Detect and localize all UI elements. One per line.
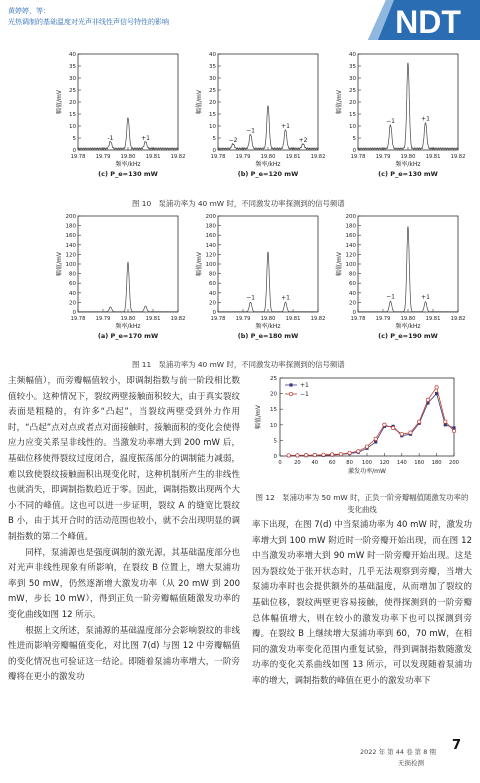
sideband-label: +1 [281,122,290,130]
fig11-caption: 图 11 泵浦功率为 40 mW 时，不同激发功率探测到的信号频谱 [132,360,345,369]
header-authors: 黄婷婷，等： [8,7,50,15]
x-tick-label: 19.79 [235,154,251,160]
x-tick-label: 19.81 [145,154,161,160]
legend-label: +1 [300,382,309,389]
data-point [313,453,316,456]
x-tick-label: 19.78 [210,154,226,160]
x-tick-label: 19.82 [310,154,326,160]
spectrum-line [78,118,178,149]
sideband-label: +1 [141,134,150,142]
spectrum-line [78,262,178,312]
y-tick-label: 30 [69,76,76,82]
data-point [304,453,307,456]
sideband-label: −1 [386,293,395,301]
y-tick-label: 30 [209,76,216,82]
y-tick-label: 60 [69,281,76,288]
sideband-label: +1 [281,294,290,302]
y-tick-label: 20 [69,300,76,307]
y-tick-label: 0 [352,310,356,316]
data-point [418,420,421,423]
y-tick-label: 5 [352,136,356,142]
x-tick-label: 19.78 [350,316,366,322]
y-tick-label: 160 [65,233,76,240]
figure-11 [56,212,476,356]
data-point [365,445,368,448]
y-tick-label: 40 [209,52,216,58]
y-tick-label: 180 [345,223,356,230]
y-tick-label: 25 [69,88,76,94]
spectrum-panel [56,52,185,178]
y-tick-label: 15 [69,112,76,118]
y-tick-label: 0 [212,148,216,154]
panel-label: (c) P_e=190 mW [378,332,438,340]
x-tick-label: 19.79 [375,154,391,160]
spectrum-line [358,63,458,150]
x-tick-label: 19.82 [450,316,466,322]
y-tick-label: 35 [69,64,76,70]
logo-text: NDT [395,4,461,40]
y-tick-label: 20 [69,100,76,106]
y-tick-label: 20 [209,100,216,106]
x-tick-label: 19.78 [70,154,86,160]
page-number: 7 [452,738,462,753]
y-tick-label: 15 [349,112,356,118]
x-tick-label: 19.80 [400,154,416,160]
sideband-label: -1 [107,134,114,142]
y-tick-label: 0 [72,310,76,316]
y-axis-label: 幅值/mV [196,252,203,276]
sideband-label: −1 [246,294,255,302]
y-tick-label: 25 [349,88,356,94]
y-tick-label: 40 [209,290,216,297]
spectrum-panel [56,214,185,340]
data-point [400,432,403,435]
y-tick-label: 5 [72,136,76,142]
y-tick-label: 5 [273,438,277,445]
panel-frame [218,216,318,312]
data-point [357,450,360,453]
data-point [452,429,455,432]
x-tick-label: 19.81 [145,316,161,322]
legend-marker [289,383,292,386]
y-tick-label: 200 [345,214,356,220]
y-tick-label: 140 [65,242,76,249]
figure-10 [56,50,476,194]
y-tick-label: 180 [205,223,216,230]
x-tick-label: 0 [278,460,282,466]
x-tick-label: 19.79 [95,154,111,160]
panel-label: (b) P_e=120 mW [237,170,299,178]
x-tick-label: 180 [431,460,442,466]
legend-marker [289,392,292,395]
data-point [339,452,342,455]
fig10-caption: 图 10 泵浦功率为 40 mW 时，不同激发功率探测到的信号频谱 [132,199,345,208]
x-tick-label: 19.78 [70,316,86,322]
x-tick-label: 19.78 [350,154,366,160]
sideband-label: +2 [298,137,308,145]
y-axis-label: 幅值/mV [56,252,63,276]
spectrum-line [218,252,318,312]
y-tick-label: 80 [209,271,216,278]
y-tick-label: 120 [65,252,76,259]
y-tick-label: 100 [205,262,216,268]
y-tick-label: 10 [270,422,277,429]
y-tick-label: 40 [349,52,356,58]
y-tick-label: 200 [205,214,216,220]
data-point [374,437,377,440]
y-tick-label: 25 [270,376,277,382]
panel-label: (c) P_e=130 mW [98,170,158,178]
sideband-label: −1 [246,127,255,135]
y-axis-label: 幅值/mV [56,90,63,114]
right-column-text: 率下出现，在图 7(d) 中当泵浦功率为 40 mW 时，激发功率增大到 100 mW 附近时一阶旁瓣开始出现，而在图 12 中当激发功率增大到 90 mW 时一阶旁瓣开始出现。这是因为裂纹处于张开状态时，几乎无法观察到旁瓣，当增大泵浦功率时也会提供额外的基础温度，从而增加了裂纹的基础位移，裂纹两壁更容易接触，使得探测到的一阶旁瓣总体幅值增大，则在较小的激发功率下也可以探测到旁瓣。在裂纹 B 上继续增大泵浦功率到 60，70 mW，在相同的激发功率变化范围内重复试验，得到调制指数随激发功率的变化关系曲线如图 13 所示，可以发现随着泵浦功率的增大，调制指数的峰值在更小的激发功率下 [252,520,475,686]
x-tick-label: 19.82 [310,316,326,322]
legend-label: −1 [300,391,309,398]
y-axis-label: 幅值/mV [255,405,262,429]
x-tick-label: 19.80 [260,154,276,160]
y-tick-label: 100 [345,262,356,268]
panel-frame [218,54,318,150]
x-tick-label: 140 [396,460,407,466]
x-axis-label: 频率/kHz [255,161,281,168]
y-axis-label: 幅值/mV [336,252,343,276]
plot-frame [280,378,454,456]
data-point [348,451,351,454]
data-point [391,426,394,429]
y-tick-label: 100 [65,262,76,268]
x-tick-label: 19.80 [260,316,276,322]
x-tick-label: 19.80 [120,316,136,322]
x-axis-label: 频率/kHz [115,161,141,168]
y-tick-label: 80 [69,271,76,278]
x-axis-label: 激发功率/mW [348,468,386,475]
y-tick-label: 0 [352,148,356,154]
x-tick-label: 200 [449,460,459,466]
panel-label: (a) P_e=170 mW [97,332,159,340]
y-tick-label: 20 [349,300,356,307]
y-tick-label: 60 [349,281,356,288]
x-axis-label: 频率/kHz [395,161,421,168]
data-point [296,454,299,457]
data-point [383,423,386,426]
x-tick-label: 19.80 [400,316,416,322]
spectrum-line [358,226,458,312]
y-axis-label: 幅值/mV [336,90,343,114]
sideband-label: +1 [421,115,430,123]
x-axis-label: 频率/kHz [115,323,141,330]
y-tick-label: 140 [345,242,356,249]
y-tick-label: 160 [345,233,356,240]
x-tick-label: 19.81 [285,316,301,322]
y-axis-label: 幅值/mV [196,90,203,114]
y-tick-label: 30 [349,76,356,82]
data-point [331,453,334,456]
x-axis-label: 频率/kHz [395,323,421,330]
y-tick-label: 15 [209,112,216,118]
x-tick-label: 19.80 [120,154,136,160]
header-running-title: 光热调制的基础温度对光声非线性声信号特性的影响 [8,18,169,26]
figure-12-chart [250,374,470,486]
y-tick-label: 10 [209,124,216,130]
y-tick-label: 0 [212,310,216,316]
panel-label: (b) P_e=180 mW [237,332,299,340]
y-tick-label: 180 [65,223,76,230]
spectrum-panel [195,214,325,340]
y-tick-label: 35 [349,64,356,70]
y-tick-label: 20 [349,100,356,106]
spectrum-panel [335,214,465,340]
x-tick-label: 19.81 [285,154,301,160]
x-tick-label: 19.81 [425,316,441,322]
fig12-caption: 图 12 泵浦功率为 50 mW 时，正负一阶旁瓣幅值随激发功率的变化曲线 [255,493,469,514]
y-tick-label: 35 [209,64,216,70]
x-tick-label: 19.82 [170,154,186,160]
x-tick-label: 160 [414,460,425,466]
y-tick-label: 10 [349,124,356,130]
y-tick-label: 120 [345,252,356,259]
x-tick-label: 19.79 [235,316,251,322]
data-point [287,454,290,457]
journal-logo [368,0,480,40]
y-tick-label: 0 [72,148,76,154]
y-tick-label: 40 [349,290,356,297]
y-tick-label: 80 [349,271,356,278]
panel-label: (c) P_e=130 mW [378,170,438,178]
sideband-label: +1 [421,293,430,301]
y-tick-label: 140 [205,242,216,249]
panel-frame [78,54,178,150]
x-axis-label: 频率/kHz [255,323,281,330]
data-point [322,453,325,456]
footer-journal: 2022 年 第 44 卷 第 8 期 [360,748,436,756]
footer-journal-name: 无损检测 [398,759,424,767]
y-tick-label: 10 [69,124,76,130]
y-tick-label: 20 [270,391,277,398]
y-tick-label: 40 [69,290,76,297]
data-point [409,431,412,434]
x-tick-label: 20 [294,460,301,466]
data-point [426,398,429,401]
data-point [435,386,438,389]
x-tick-label: 19.81 [425,154,441,160]
x-tick-label: 40 [311,460,319,466]
x-tick-label: 19.79 [95,316,111,322]
x-tick-label: 60 [328,460,336,466]
spectrum-panel [195,52,325,178]
x-tick-label: 19.79 [375,316,391,322]
x-tick-label: 19.82 [450,154,466,160]
spectrum-panel [335,52,465,178]
y-tick-label: 25 [209,88,216,94]
y-tick-label: 5 [212,136,216,142]
x-tick-label: 80 [346,460,353,466]
y-tick-label: 200 [65,214,76,220]
data-point [444,420,447,423]
y-tick-label: 120 [205,252,216,259]
y-tick-label: 40 [69,52,76,58]
x-tick-label: 120 [379,460,390,466]
y-tick-label: 160 [205,233,216,240]
x-tick-label: 19.82 [170,316,186,322]
y-tick-label: 20 [209,300,216,307]
sideband-label: −2 [228,137,238,145]
y-tick-label: 15 [270,407,277,414]
sideband-label: −1 [386,118,395,125]
left-column-text: 主频幅值），而旁瓣幅值较小，即调制指数与前一阶段相比数值较小。这种情况下，裂纹两壁接触面积较大，由于真实裂纹表面是粗糙的，有许多“凸起”，当裂纹两壁受到外力作用时，“凸起”点对点或者点对面接触时，接触面积的变化会使得应力应变关系呈非线性的。当激发功率增大到 200 mW 后，基础位移使得裂纹过度闭合，温度振荡部分的调制能力减弱，难以致使裂纹接触面积出现变化时，这种机制所产生的非线性也就消失，即调制指数趋近于零。因此，调制指数出现两个大小不同的峰值。这也可以进一步证明，裂纹 A 的缝宽比裂纹 B 小，由于其开合时的活动范围也较小，就不会出现明显的调制指数的第二个峰值。 同样，泵浦源也是强度调制的激光源，其基础温度部分也对光声非线性现象有所影响，在裂纹 B 位置上，增大泵浦功率到 50 mW，仍然逐渐增大激发功率（从 20 mW 到 200 mW，步长 10 mW），得到正负一阶旁瓣幅值随激发功率的变化曲线如图 12 所示。 根据上文所述，泵浦源的基础温度部分会影响裂纹的非线性进而影响旁瓣幅值变化，对比图 7(d) 与图 12 中旁瓣幅值的变化情况也可验证这一结论。即随着泵浦功率增大，一阶旁瓣将在更小的激发功 [8,376,240,683]
panel-frame [358,54,458,150]
page-header [0,0,480,40]
y-tick-label: 0 [273,454,277,460]
x-tick-label: 19.78 [210,316,226,322]
x-tick-label: 100 [362,460,372,466]
y-tick-label: 60 [209,281,216,288]
